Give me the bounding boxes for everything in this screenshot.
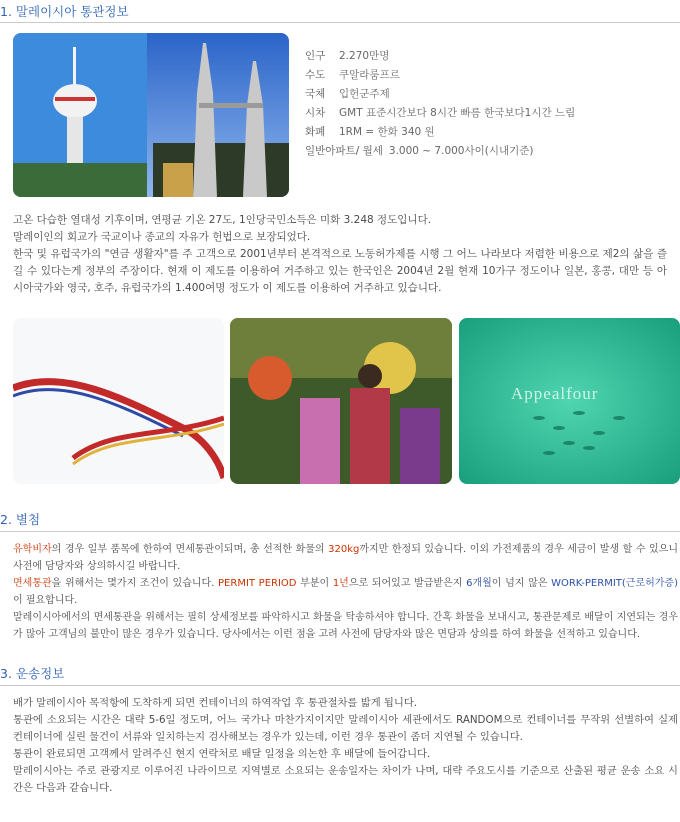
info-value: 3.000 ~ 7.000사이(시내기준) xyxy=(388,145,534,157)
section-3-divider xyxy=(0,685,680,686)
one-year-highlight: 1년 xyxy=(332,578,349,589)
text-span: 의 경우 일부 품목에 한하여 면세통관이되며, 총 선적한 화물의 xyxy=(51,544,329,555)
section-2-number: 2. xyxy=(0,512,12,527)
info-row-timezone xyxy=(305,104,575,123)
info-label: 화폐 xyxy=(305,126,326,138)
info-row-rent xyxy=(305,142,575,161)
market-photo xyxy=(230,318,452,484)
info-value: GMT 표준시간보다 8시간 빠름 한국보다1시간 느림 xyxy=(339,107,576,119)
info-label: 수도 xyxy=(305,69,326,81)
permit-period-highlight: PERMIT PERIOD xyxy=(218,578,297,589)
study-visa-highlight: 유학비자 xyxy=(13,544,52,555)
climate-paragraph xyxy=(13,212,667,297)
info-value: 1RM = 한화 340 원 xyxy=(339,126,435,138)
section-3-label: 운송정보 xyxy=(15,666,65,681)
kite-photo xyxy=(13,318,224,484)
shipping-paragraph xyxy=(13,695,678,797)
text-span: 이 넘지 않은 xyxy=(491,578,552,589)
section-1-title xyxy=(0,2,129,22)
info-value: 2.270만명 xyxy=(339,50,390,62)
paragraph-line: 배가 말레이시아 목적항에 도착하게 되면 컨테이너의 하역작업 후 통관절차를 밟게 됩니다. xyxy=(13,697,418,709)
attachment-paragraph xyxy=(13,541,678,643)
info-label: 일반아파트/ 월세 xyxy=(305,145,383,157)
section-1-divider xyxy=(0,22,680,23)
section-3-number: 3. xyxy=(0,666,12,681)
study-visa-note xyxy=(13,541,678,575)
section-2-divider xyxy=(0,531,680,532)
kuala-lumpur-towers-photo xyxy=(13,33,289,197)
paragraph-line: 말레이시아는 주로 관광지로 이루어진 나라이므로 지역별로 소요되는 운송일자는 차이가 나며, 대략 주요도시를 기준으로 산출된 평균 운송 소요 시간은 다음과 같습니다. xyxy=(13,765,678,794)
work-permit-highlight: WORK-PERMIT(근로허가증) xyxy=(551,578,678,589)
paragraph-line: 통관이 완료되면 고객께서 알려주신 현지 연락처로 배달 일정을 의논한 후 배달에 들어갑니다. xyxy=(13,748,431,760)
duty-free-highlight: 면세통관 xyxy=(13,578,52,589)
info-label: 시차 xyxy=(305,107,326,119)
customs-info-note: 말레이시아에서의 면세통관을 위해서는 필히 상세정보를 파악하시고 화물을 탁송하셔야 합니다. 간혹 화물을 보내시고, 통관문제로 배달이 지연되는 경우가 많아 고객님의 불만이 많은 경우가 있습니다. 당사에서는 이런 점을 고려 사전에 담당자와 많은 면담과 상의를 하여 화물을 선적하고 있습니다. xyxy=(13,612,678,640)
photo-watermark: Appealfour xyxy=(511,384,599,403)
info-value: 쿠알라룸프르 xyxy=(339,69,400,81)
country-info-list xyxy=(305,47,575,161)
section-3-title xyxy=(0,664,64,684)
text-span: 이 필요합니다. xyxy=(13,595,78,606)
info-row-capital xyxy=(305,66,575,85)
six-months-highlight: 6개월 xyxy=(466,578,492,589)
section-1-number: 1. xyxy=(0,4,12,19)
paragraph-line: 말레이인의 회교가 국교이나 종교의 자유가 헌법으로 보장되었다. xyxy=(13,231,311,243)
section-2-label: 별첨 xyxy=(15,512,41,527)
text-span: 으로 되어있고 발급받은지 xyxy=(348,578,467,589)
info-row-population xyxy=(305,47,575,66)
info-row-currency xyxy=(305,123,575,142)
paragraph-line: 통관에 소요되는 시간은 대략 5-6일 정도며, 어느 국가나 마찬가지이지만 말레이시아 세관에서도 RANDOM으로 컨테이너를 무작위 선별하여 실제 컨테이너에 실린 물건이 서류와 일치하는지 검사해보는 경우가 있는데, 이런 경우 통관이 좀더 지연될 수 있습니다. xyxy=(13,714,678,743)
paragraph-line: 고온 다습한 열대성 기후이며, 연평균 기온 27도, 1인당국민소득은 미화 3.248 정도입니다. xyxy=(13,214,432,226)
section-1-label: 말레이시아 통관정보 xyxy=(15,4,129,19)
text-span: 을 위해서는 몇가지 조건이 있습니다. xyxy=(51,578,219,589)
duty-free-note xyxy=(13,575,678,609)
text-span: 까지만 한정되 있습니다. 이외 가전제품의 경우 세금이 발생 할 수 있으니 사전에 담당자와 상의하시길 바랍니다. xyxy=(13,544,679,572)
info-label: 인구 xyxy=(305,50,326,62)
section-2-title xyxy=(0,510,40,530)
info-row-politics xyxy=(305,85,575,104)
info-label: 국체 xyxy=(305,88,326,100)
paragraph-line: 한국 및 유럽국가의 "연금 생활자"를 주 고객으로 2001년부터 본격적으로 노동허가제를 시행 그 어느 나라보다 저렴한 비용으로 제2의 삶을 즐길 수 있다는게 정부의 주장이다. 현재 이 제도를 이용하여 거주하고 있는 한국인은 2004년 2월 현재 10가구 정도이나 일본, 홍콩, 대만 등 아시아국가와 영국, 호주, 유럽국가의 1.400여명 정도가 이 제도를 이용하여 거주하고 있습니다. xyxy=(13,248,667,294)
info-value: 입헌군주제 xyxy=(339,88,390,100)
text-span: 부분이 xyxy=(296,578,333,589)
fish-photo xyxy=(459,318,680,484)
weight-limit-highlight: 320kg xyxy=(328,544,360,555)
